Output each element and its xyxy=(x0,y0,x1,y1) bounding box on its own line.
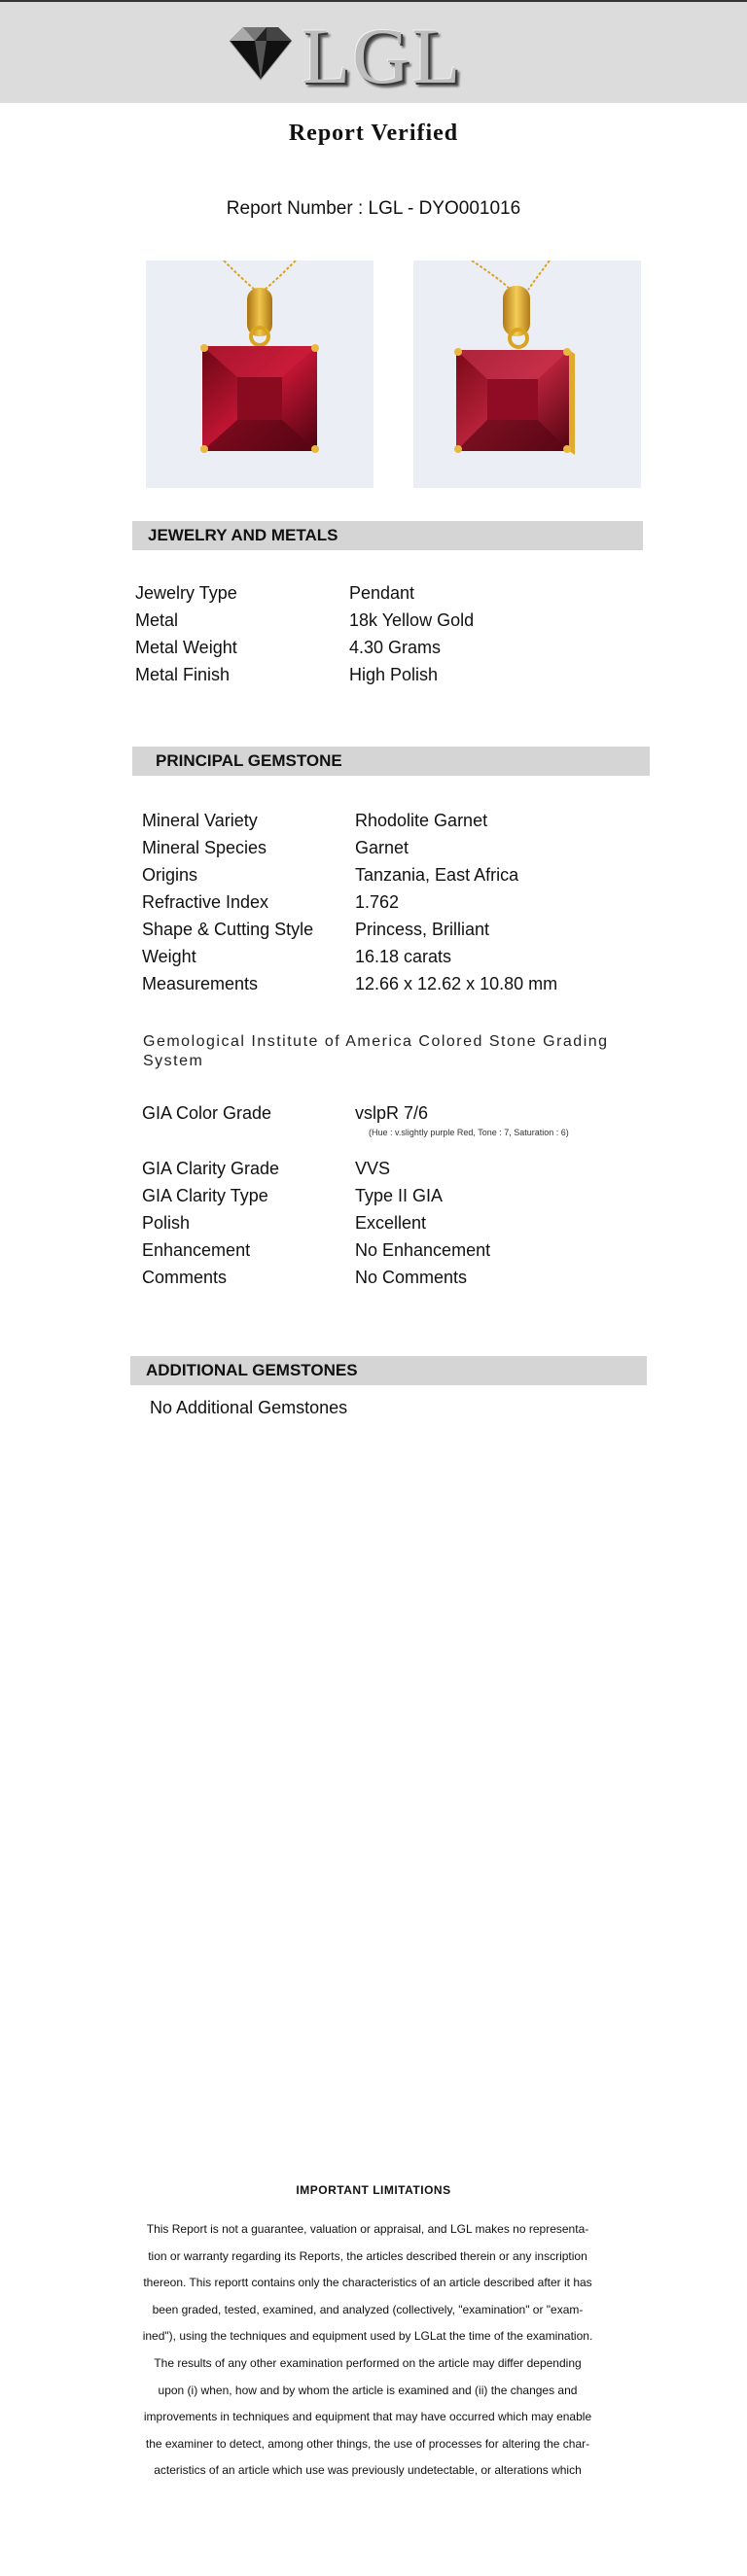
limitations-title: IMPORTANT LIMITATIONS xyxy=(296,2183,451,2197)
row-label: GIA Color Grade xyxy=(142,1103,272,1123)
limitations-line: thereon. This reportt contains only the characteristics of an article described after it has xyxy=(143,2276,592,2290)
row-value: 16.18 carats xyxy=(355,947,452,966)
row-value: VVS xyxy=(355,1159,391,1178)
jewelry-row-finish xyxy=(135,661,641,688)
row-value: Pendant xyxy=(349,583,415,603)
row-label: Comments xyxy=(142,1268,228,1287)
gem-row-clarity-type xyxy=(142,1182,648,1209)
row-label: Polish xyxy=(142,1213,191,1233)
gem-row-origins xyxy=(142,861,648,888)
row-value: 18k Yellow Gold xyxy=(349,610,475,630)
jewelry-table xyxy=(135,579,641,688)
gem-row-species xyxy=(142,834,648,861)
section-jewelry-heading: JEWELRY AND METALS xyxy=(132,521,643,550)
row-label: Weight xyxy=(142,947,196,966)
gemstone-table xyxy=(142,807,648,997)
gem-row-variety xyxy=(142,807,648,834)
row-value: Rhodolite Garnet xyxy=(355,811,488,830)
gia-grade-table xyxy=(142,1155,648,1291)
no-additional-gemstones: No Additional Gemstones xyxy=(150,1398,348,1417)
row-value: 1.762 xyxy=(355,892,400,912)
gem-row-polish xyxy=(142,1209,648,1236)
gem-row-refractive-index xyxy=(142,888,648,916)
gia-color-grade xyxy=(142,1099,648,1127)
row-value: 12.66 x 12.62 x 10.80 mm xyxy=(355,974,558,993)
limitations-line: acteristics of an article which use was previously undetectable, or alterations which xyxy=(154,2463,582,2478)
row-value: Excellent xyxy=(355,1213,427,1233)
color-grade-note: (Hue : v.slightly purple Red, Tone : 7, Saturation : 6) xyxy=(369,1128,569,1137)
gem-row-enhancement xyxy=(142,1236,648,1264)
row-label: Mineral Species xyxy=(142,838,267,857)
jewelry-row-weight xyxy=(135,634,641,661)
limitations-line: The results of any other examination performed on the article may differ depending xyxy=(154,2355,582,2370)
gem-row-color-grade xyxy=(142,1099,648,1127)
limitations-line: been graded, tested, examined, and analyzed (collectively, "examination" or "exam- xyxy=(152,2302,584,2316)
row-label: Shape & Cutting Style xyxy=(142,920,314,939)
row-value: Princess, Brilliant xyxy=(355,920,490,939)
row-label: Refractive Index xyxy=(142,892,269,912)
logo-text: LGL xyxy=(302,12,463,100)
limitations-body xyxy=(107,2216,628,2485)
gem-row-comments xyxy=(142,1264,648,1291)
row-label: Metal Weight xyxy=(135,638,237,657)
row-value: vslpR 7/6 xyxy=(355,1103,429,1123)
lgl-logo xyxy=(226,12,488,100)
gem-row-clarity-grade xyxy=(142,1155,648,1182)
pendant-front-image xyxy=(146,261,374,488)
row-value: Tanzania, East Africa xyxy=(355,865,519,885)
product-photo-angle xyxy=(413,261,641,488)
limitations-line: upon (i) when, how and by whom the article is examined and (ii) the changes and xyxy=(158,2383,578,2397)
row-value: 4.30 Grams xyxy=(349,638,442,657)
jewelry-row-metal xyxy=(135,607,641,634)
row-label: Metal xyxy=(135,610,179,630)
diamond-icon xyxy=(226,23,296,84)
product-photo-front xyxy=(146,261,374,488)
row-value: No Comments xyxy=(355,1268,468,1287)
report-title: Report Verified xyxy=(288,121,459,146)
row-value: Type II GIA xyxy=(355,1186,444,1205)
row-value: Garnet xyxy=(355,838,409,857)
row-label: Mineral Variety xyxy=(142,811,258,830)
section-gemstone-heading: PRINCIPAL GEMSTONE xyxy=(132,747,650,776)
limitations-line: the examiner to detect, among other things, the use of processes for altering the char- xyxy=(145,2436,590,2451)
row-label: Origins xyxy=(142,865,198,885)
row-label: Jewelry Type xyxy=(135,583,237,603)
row-label: Measurements xyxy=(142,974,259,993)
gia-grading-caption: Gemological Institute of America Colored Stone Grading System xyxy=(143,1033,609,1069)
pendant-angle-image xyxy=(413,261,641,488)
jewelry-row-type xyxy=(135,579,641,607)
gem-row-measurements xyxy=(142,970,648,997)
section-additional-heading: ADDITIONAL GEMSTONES xyxy=(130,1356,647,1385)
limitations-line: improvements in techniques and equipment that may have occurred which may enable xyxy=(143,2410,592,2424)
row-value: High Polish xyxy=(349,665,439,684)
limitations-line: This Report is not a guarantee, valuation or appraisal, and LGL makes no representa- xyxy=(146,2222,589,2236)
limitations-line: tion or warranty regarding its Reports, the articles described therein or any inscription xyxy=(148,2248,587,2263)
gem-row-shape xyxy=(142,916,648,943)
row-value: No Enhancement xyxy=(355,1240,491,1260)
row-label: Enhancement xyxy=(142,1240,251,1260)
report-number: Report Number : LGL - DYO001016 xyxy=(226,198,521,219)
limitations-line: ined"), using the techniques and equipment used by LGLat the time of the examination. xyxy=(142,2329,593,2344)
row-label: GIA Clarity Grade xyxy=(142,1159,280,1178)
row-label: GIA Clarity Type xyxy=(142,1186,268,1205)
gem-row-weight xyxy=(142,943,648,970)
row-label: Metal Finish xyxy=(135,665,231,684)
header-bar xyxy=(0,0,747,103)
